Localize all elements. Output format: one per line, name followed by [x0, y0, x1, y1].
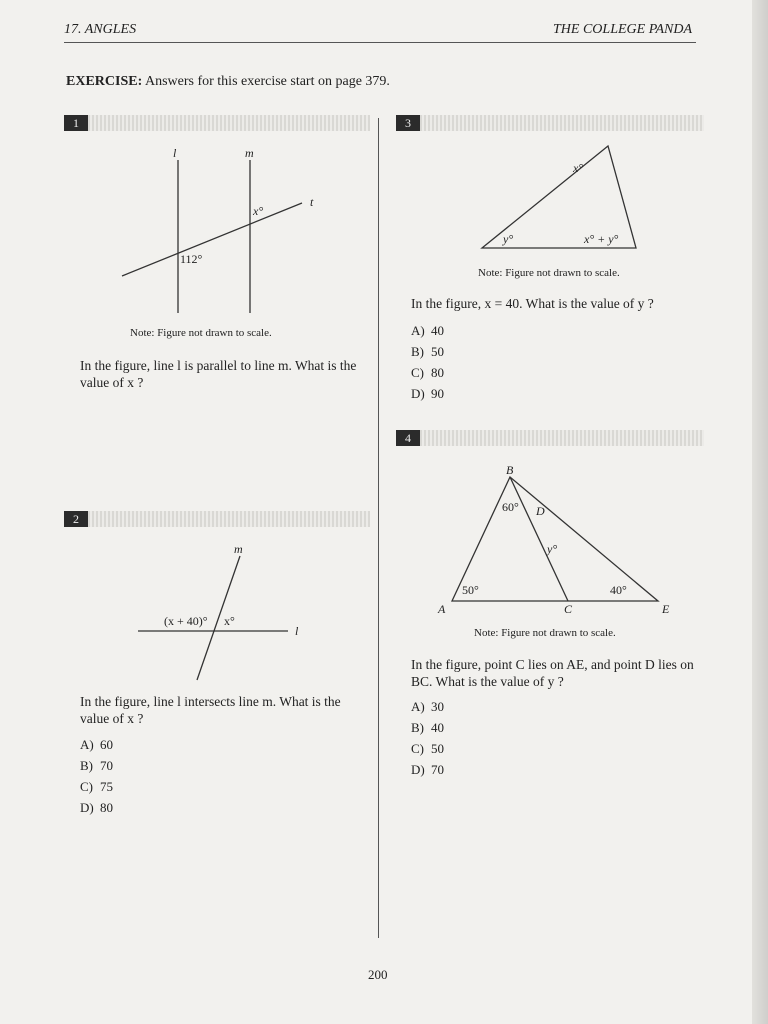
header-rule	[64, 42, 696, 43]
label-e: E	[662, 602, 670, 616]
page-edge-shadow	[752, 0, 768, 1024]
question-4-text: In the figure, point C lies on AE, and point D lies on BC. What is the value of y ?	[411, 657, 694, 689]
choice-b[interactable]: B) 50	[411, 344, 444, 359]
choice-d[interactable]: D) 70	[411, 762, 444, 777]
question-4-bar	[396, 430, 704, 446]
choice-d[interactable]: D) 90	[411, 386, 444, 401]
label-m: m	[245, 146, 254, 160]
label-e-angle: 40°	[610, 583, 627, 597]
segment-bc	[510, 477, 568, 601]
chapter-title: 17. ANGLES	[64, 22, 137, 37]
label-y: y°	[547, 542, 558, 556]
choice-c[interactable]: C) 80	[411, 365, 444, 380]
label-t: t	[310, 195, 314, 209]
label-112: 112°	[180, 252, 203, 266]
label-d: D	[536, 504, 545, 518]
label-l: l	[295, 624, 299, 638]
exercise-text: Answers for this exercise start on page 379.	[142, 74, 390, 89]
label-m: m	[234, 542, 243, 556]
column-divider	[378, 118, 379, 938]
question-4-choices	[411, 696, 444, 780]
label-a-angle: 50°	[462, 583, 479, 597]
choice-c[interactable]: C) 75	[80, 779, 113, 794]
question-4-note: Note: Figure not drawn to scale.	[474, 627, 616, 639]
label-x: x°	[253, 204, 264, 218]
label-b: B	[506, 463, 514, 477]
question-2-choices	[80, 734, 113, 818]
question-2-figure	[120, 540, 320, 690]
question-1-note: Note: Figure not drawn to scale.	[130, 327, 272, 339]
label-left-angle: y°	[503, 232, 514, 246]
line-t	[122, 203, 302, 276]
book-title: THE COLLEGE PANDA	[553, 22, 692, 37]
exercise-intro	[66, 74, 390, 90]
question-3-text: In the figure, x = 40. What is the value of y ?	[411, 296, 654, 311]
page-number: 200	[368, 967, 388, 982]
question-2-number: 2	[64, 511, 88, 527]
question-1-bar	[64, 115, 370, 131]
choice-a[interactable]: A) 30	[411, 699, 444, 714]
label-right-angle: x°	[224, 614, 235, 628]
label-c: C	[564, 602, 573, 616]
question-4-number: 4	[396, 430, 420, 446]
question-3-note: Note: Figure not drawn to scale.	[478, 267, 620, 279]
choice-a[interactable]: A) 60	[80, 737, 113, 752]
question-1-text: In the figure, line l is parallel to line m. What is the value of x ?	[80, 358, 357, 390]
choice-d[interactable]: D) 80	[80, 800, 113, 815]
question-3-choices	[411, 320, 444, 404]
choice-b[interactable]: B) 70	[80, 758, 113, 773]
label-top-angle: x°	[573, 161, 584, 175]
label-l: l	[173, 146, 177, 160]
label-b-angle: 60°	[502, 500, 519, 514]
choice-a[interactable]: A) 40	[411, 323, 444, 338]
question-3-figure	[470, 140, 650, 260]
exercise-label: EXERCISE:	[66, 74, 143, 89]
label-a: A	[438, 602, 446, 616]
label-left-angle: (x + 40)°	[164, 614, 208, 628]
question-2-bar	[64, 511, 370, 527]
triangle-abe	[452, 477, 658, 601]
question-3-bar	[396, 115, 704, 131]
question-4-figure	[430, 460, 690, 620]
question-3-number: 3	[396, 115, 420, 131]
question-1-number: 1	[64, 115, 88, 131]
question-2-text: In the figure, line l intersects line m. What is the value of x ?	[80, 694, 341, 726]
choice-c[interactable]: C) 50	[411, 741, 444, 756]
label-right-angle: x° + y°	[584, 232, 619, 246]
choice-b[interactable]: B) 40	[411, 720, 444, 735]
question-1-figure	[110, 140, 330, 320]
